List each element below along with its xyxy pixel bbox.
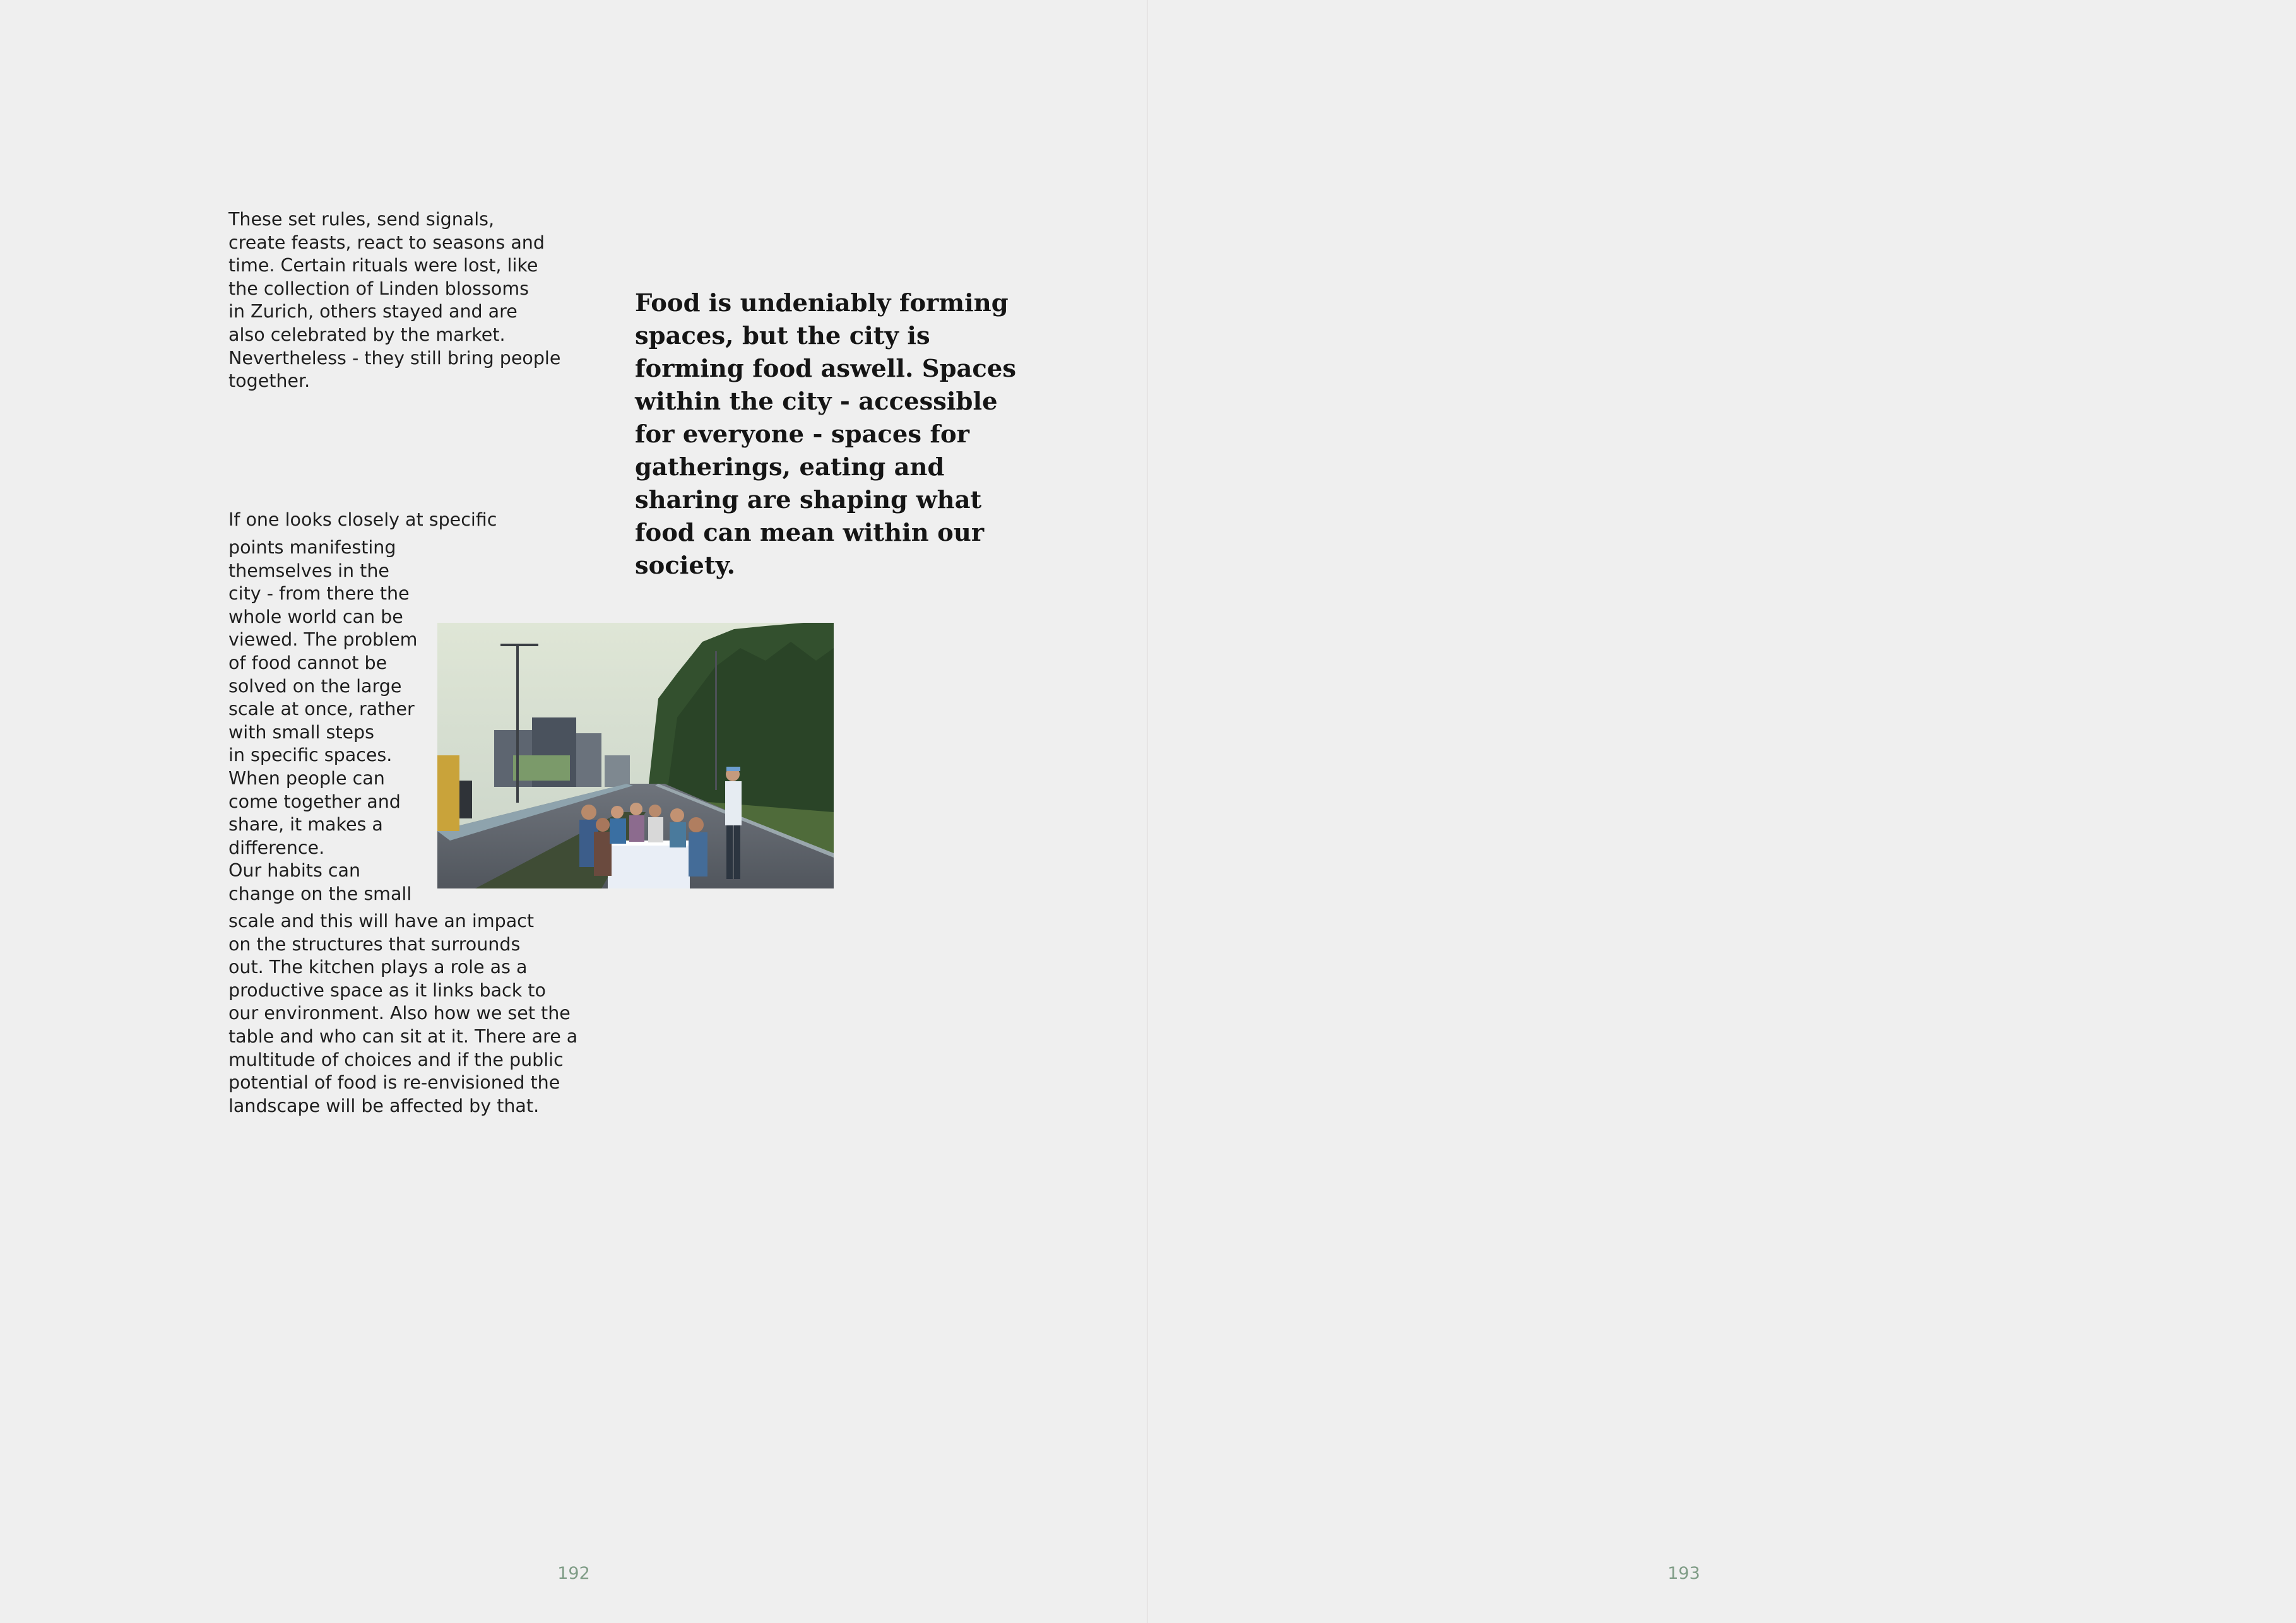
page-number-right: 193 [1667,1564,1700,1583]
right-page [1148,0,2296,1623]
page-number-left: 192 [557,1564,590,1583]
paragraph-city-bottom: scale and this will have an impact on the structures that surrounds out. The kitchen plays a role as a productive space as it links back to our environment. Also how we set the table and who can sit at it. There are a multitude of choices and if the public potential of food is re-envisioned the landscape will be affected by that. [228,911,578,1116]
paragraph-rituals: These set rules, send signals, create feasts, react to seasons and time. Certain rituals were lost, like the collection of Linden blossoms in Zurich, others stayed and are also celebrated by the market. Nevertheless - they still bring people together. [228,209,561,392]
street-dinner-photo [437,623,834,888]
paragraph-city-side: points manifesting themselves in the city - from there the whole world can be viewed. The problem of food cannot be solved on the large scale at once, rather with small steps in specific spaces. When people can come together and share, it makes a difference. Our habits can change on the small [228,537,418,904]
paragraph-city-intro: If one looks closely at specific [228,509,497,530]
left-page [0,0,1147,1623]
street-dinner-illustration [437,623,834,888]
pull-quote: Food is undeniably forming spaces, but the city is forming food aswell. Spaces within the city - accessible for everyone - spaces for gatherings, eating and sharing are shaping what food can mean within our society. [635,289,1017,580]
